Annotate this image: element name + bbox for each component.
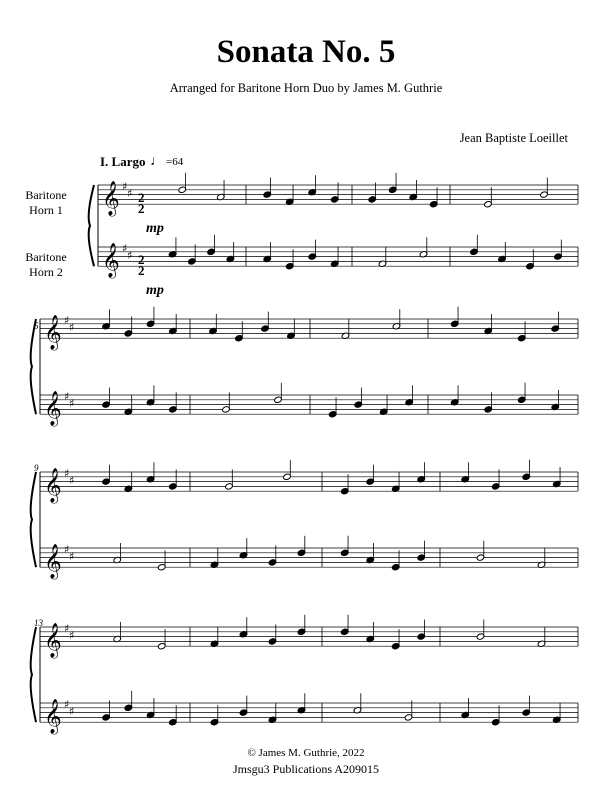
measure-number: 5 [34,321,39,331]
sharp-icon: ♯ [64,698,70,711]
brace-icon [31,319,36,414]
treble-clef-icon: 𝄞 [44,468,62,504]
sharp-icon: ♯ [64,622,70,635]
time-signature-denominator: 2 [138,201,145,216]
treble-clef-icon: 𝄞 [44,391,62,427]
score-subtitle: Arranged for Baritone Horn Duo by James M. Guthrie [169,81,443,95]
tempo-equals: = [166,156,173,168]
sharp-icon: ♯ [122,242,128,255]
sharp-icon: ♯ [69,550,75,563]
instrument-name-line: Baritone [25,250,67,264]
treble-clef-icon: 𝄞 [44,315,62,351]
sharp-icon: ♯ [127,187,133,200]
sharp-icon: ♯ [122,180,128,193]
copyright-notice: © James M. Guthrie, 2022 [247,747,365,759]
sharp-icon: ♯ [127,249,133,262]
sharp-icon: ♯ [64,467,70,480]
instrument-name-line: Horn 2 [29,265,63,279]
treble-clef-icon: 𝄞 [102,181,120,217]
sharp-icon: ♯ [69,397,75,410]
treble-clef-icon: 𝄞 [102,243,120,279]
movement-title: I. Largo [100,154,146,169]
composer-credit: Jean Baptiste Loeillet [459,131,568,145]
sharp-icon: ♯ [69,629,75,642]
sharp-icon: ♯ [69,705,75,718]
time-signature-denominator: 2 [138,263,145,278]
measure-number: 13 [34,618,43,628]
time-signature-numerator: 2 [138,252,145,267]
time-signature-numerator: 2 [138,190,145,205]
sharp-icon: ♯ [64,543,70,556]
sharp-icon: ♯ [64,314,70,327]
tempo-value: 64 [172,156,184,168]
score-title: Sonata No. 5 [216,34,396,70]
brace-icon [31,627,36,722]
treble-clef-icon: 𝄞 [44,699,62,735]
instrument-name-line: Horn 1 [29,203,63,217]
dynamic-marking: mp [146,283,164,298]
sharp-icon: ♯ [69,474,75,487]
publisher-notice: Jmsgu3 Publications A209015 [232,762,379,776]
sharp-icon: ♯ [64,390,70,403]
brace-icon [31,472,36,567]
sharp-icon: ♯ [69,321,75,334]
instrument-name-line: Baritone [25,188,67,202]
dynamic-marking: mp [146,221,164,236]
treble-clef-icon: 𝄞 [44,544,62,580]
measure-number: 9 [34,463,39,473]
brace-icon [89,185,94,266]
quarter-note-icon: ♩ [150,154,164,169]
treble-clef-icon: 𝄞 [44,623,62,659]
